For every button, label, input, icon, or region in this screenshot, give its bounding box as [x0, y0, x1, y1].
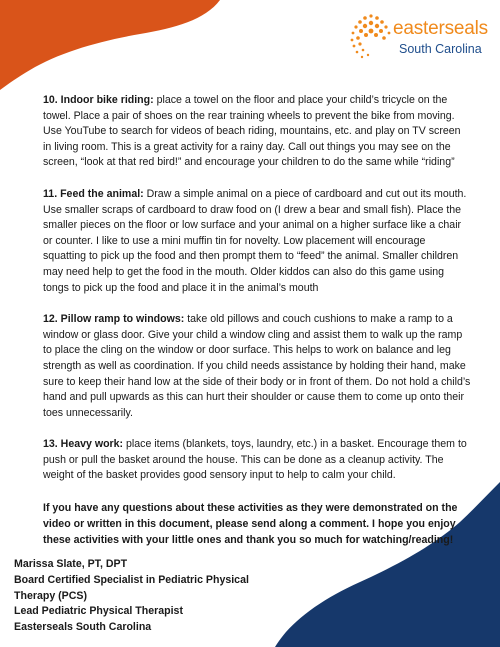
document-body	[43, 93, 471, 564]
logo-wordmark: easterseals	[393, 18, 488, 39]
activity-text: place items (blankets, toys, laundry, etc.) in a basket. Encourage them to push or pull the basket around the house. This can be done as a cleanup activity. The weight of the basket provides good sensory input to help to calm your child.	[43, 438, 467, 482]
activity-item-10	[43, 93, 471, 171]
author-name: Marissa Slate, PT, DPT	[14, 558, 128, 570]
activity-item-12	[43, 312, 471, 421]
logo-region: South Carolina	[399, 42, 482, 56]
author-title-line-2: Therapy (PCS)	[14, 589, 87, 602]
activity-text: take old pillows and couch cushions to make a ramp to a window or glass door. Give your child a window cling and assist them to walk up the ramp to place the cling on the window or door surface. This helps to work on balance and leg strength as well as coordination. If you child needs assistance by holding their hand, make sure to keep their hand low at the side of their body or in front of them. Do not hold a child’s hand and pull upwards as this can hurt their shoulder or cause them to come up onto their toes unnecessarily.	[43, 313, 471, 419]
activity-item-13	[43, 437, 471, 484]
easterseals-logo	[343, 12, 493, 72]
closing-note: If you have any questions about these activities as they were demonstrated on the video or written in this document, please send along a comment. I hope you enjoy these activities with your little ones and thank you so much for watching/reading!	[43, 502, 458, 547]
author-role: Lead Pediatric Physical Therapist	[14, 605, 183, 618]
activity-heading: 10. Indoor bike riding:	[43, 94, 154, 106]
top-left-decor-shape	[0, 0, 220, 90]
signature-block	[14, 557, 249, 636]
activity-heading: 13. Heavy work:	[43, 438, 124, 451]
activity-text: Draw a simple animal on a piece of cardboard and cut out its mouth. Use smaller scraps of cardboard to draw food on (I drew a bear and small fish). Place the smaller pieces on the floor or low surface and your animal on a higher surface like a chair or counter. I like to use a mini muffin tin for novelty. Low placement will encourage squatting to pick up the food and then prompt them to “feed” the animal. Smaller children may need help to get the food in the mouth. Older kiddos can also do this game using tongs to pick up the food and place it in the animal’s mouth	[43, 187, 467, 294]
activity-text: place a towel on the floor and place your child’s tricycle on the towel. Place a pair of shoes on the rear training wheels to prevent the bike from moving. Use YouTube to search for videos of beach riding, mountains, etc. and play on TV screen in living room. This is a great activity for a rainy day. Call out things you may see on the screen, “look at that red bird!” and encourage your children to do the same while “riding”	[43, 94, 461, 169]
author-title-line-1: Board Certified Specialist in Pediatric Physical	[14, 573, 249, 586]
author-organization: Easterseals South Carolina	[14, 621, 152, 634]
activity-item-11	[43, 187, 471, 296]
activity-heading: 11. Feed the animal:	[43, 187, 144, 200]
sunburst-dots-icon	[343, 12, 399, 68]
activity-heading: 12. Pillow ramp to windows:	[43, 313, 185, 326]
